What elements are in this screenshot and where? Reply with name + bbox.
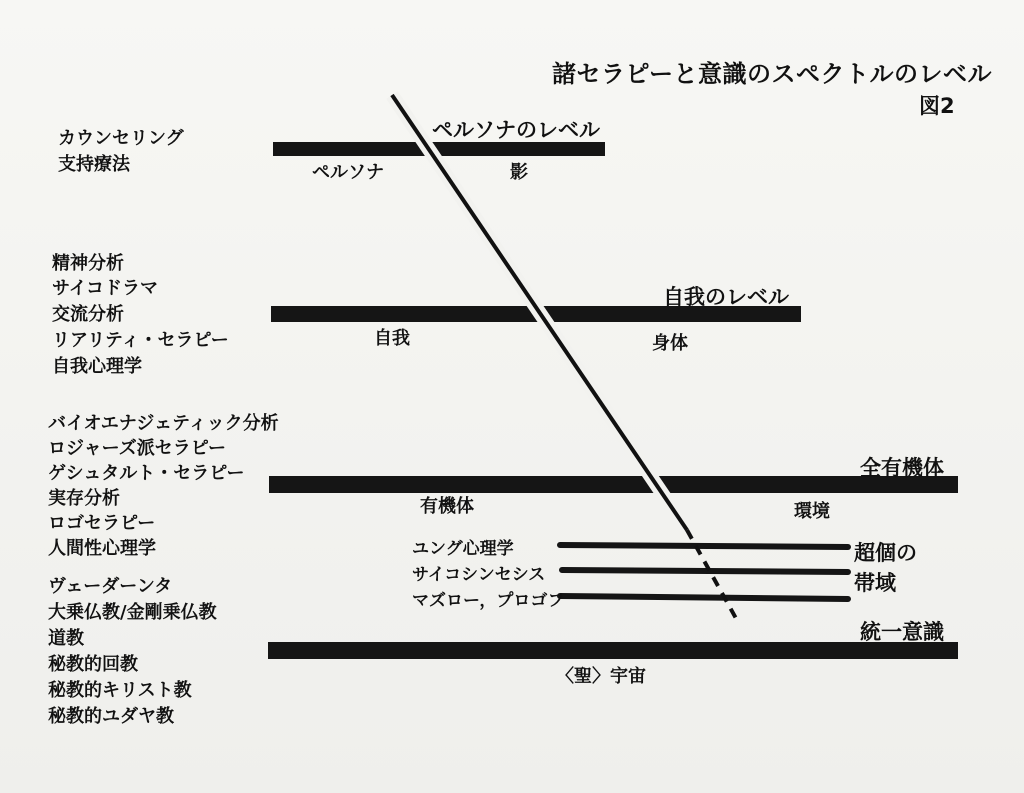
- unity-level-label: 統一意識: [860, 620, 944, 644]
- environment-label: 環境: [794, 501, 830, 522]
- therapy-mahayana: 大乗仏教/金剛乗仏教: [48, 602, 217, 623]
- therapy-transactional: 交流分析: [52, 304, 124, 325]
- therapy-reality: リアリティ・セラピー: [52, 330, 229, 351]
- figure-number: 図2: [919, 94, 955, 118]
- unity-level-bar: [268, 642, 958, 659]
- therapy-existential: 実存分析: [48, 488, 120, 509]
- sacred-universe-label: 〈聖〉宇宙: [556, 666, 646, 687]
- organism-label: 有機体: [420, 496, 474, 517]
- therapy-esoteric-judaism: 秘教的ユダヤ教: [48, 706, 174, 727]
- therapy-psychodrama: サイコドラマ: [52, 278, 159, 299]
- transpersonal-line-2: [562, 570, 848, 572]
- ego-label: 自我: [374, 328, 410, 349]
- therapy-esoteric-christianity: 秘教的キリスト教: [48, 680, 192, 701]
- transpersonal-line-1: [560, 545, 848, 547]
- persona-level-label: ペルソナのレベル: [432, 118, 600, 142]
- therapy-taoism: 道教: [48, 628, 84, 649]
- ego-level-label: 自我のレベル: [663, 285, 789, 309]
- organism-level-bar: [269, 476, 958, 493]
- transpersonal-line-3: [560, 596, 848, 599]
- figure-title: 諸セラピーと意識のスペクトルのレベル: [552, 60, 993, 88]
- body-label: 身体: [652, 333, 688, 354]
- therapy-counseling: カウンセリング: [58, 128, 184, 149]
- shadow-label: 影: [510, 162, 528, 183]
- therapy-humanistic: 人間性心理学: [48, 538, 156, 559]
- therapy-vedanta: ヴェーダーンタ: [48, 576, 173, 597]
- maslow-progoff-label: マズロー，プロゴフ: [412, 591, 565, 611]
- therapy-psychoanalysis: 精神分析: [52, 253, 124, 274]
- therapy-rogerian: ロジャーズ派セラピー: [48, 438, 227, 459]
- transpersonal-label-1: 超個の: [854, 541, 917, 565]
- therapy-bioenergetic: バイオエナジェティック分析: [48, 413, 279, 434]
- transpersonal-label-2: 帯域: [854, 571, 896, 595]
- organism-level-label: 全有機体: [860, 456, 944, 480]
- jung-label: ユング心理学: [412, 539, 514, 559]
- therapy-gestalt: ゲシュタルト・セラピー: [48, 463, 245, 484]
- therapy-esoteric-islam: 秘教的回教: [48, 654, 138, 675]
- persona-label: ペルソナ: [312, 162, 384, 183]
- therapy-supportive: 支持療法: [58, 154, 130, 175]
- psychosynthesis-label: サイコシンセシス: [412, 565, 546, 585]
- therapy-ego-psychology: 自我心理学: [52, 356, 142, 377]
- therapy-logotherapy: ロゴセラピー: [48, 513, 156, 534]
